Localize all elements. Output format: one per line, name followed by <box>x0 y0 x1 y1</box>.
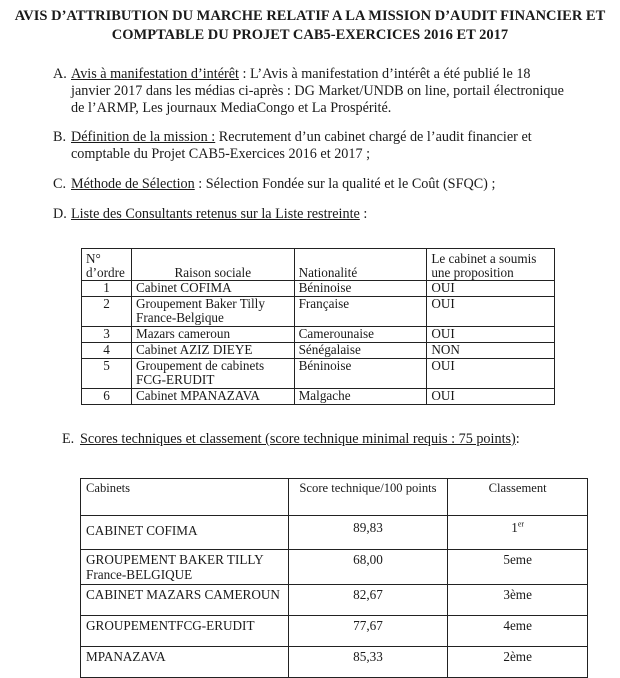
table-row <box>82 343 555 359</box>
section-c-heading: Méthode de Sélection <box>71 176 195 192</box>
section-a <box>53 66 573 117</box>
section-c <box>53 176 573 193</box>
row-submitted: OUI <box>427 327 555 343</box>
table-row <box>82 359 555 389</box>
row-num: 5 <box>82 359 132 389</box>
section-e-letter: E. <box>62 431 75 447</box>
section-b-heading: Définition de la mission : <box>71 129 216 145</box>
section-d-letter: D. <box>53 206 67 222</box>
row-rank <box>448 516 588 550</box>
section-d <box>53 206 573 223</box>
section-a-letter: A. <box>53 66 67 82</box>
row-nationality: Malgache <box>294 389 427 405</box>
table-row <box>82 327 555 343</box>
col-header-name: Raison sociale <box>131 249 294 281</box>
table-row <box>82 297 555 327</box>
row-rank: 3ème <box>448 585 588 616</box>
col-header-rank: Classement <box>448 479 588 516</box>
col-header-submitted: Le cabinet a soumis une proposition <box>427 249 555 281</box>
row-name: Mazars cameroun <box>131 327 294 343</box>
document-title <box>0 7 620 45</box>
table-row <box>81 585 588 616</box>
rank-suffix: er <box>517 519 525 529</box>
col-header-cabinet: Cabinets <box>81 479 289 516</box>
row-score: 85,33 <box>288 647 448 678</box>
row-score: 82,67 <box>288 585 448 616</box>
section-e-sep: : <box>515 431 520 447</box>
section-c-text: Sélection Fondée sur la qualité et le Coût (SFQC) ; <box>205 176 496 192</box>
table-row <box>81 516 588 550</box>
row-rank: 2ème <box>448 647 588 678</box>
row-submitted: OUI <box>427 389 555 405</box>
consultants-table <box>81 248 555 405</box>
table-row <box>82 281 555 297</box>
section-a-heading: Avis à manifestation d’intérêt <box>71 66 239 82</box>
row-score: 77,67 <box>288 616 448 647</box>
row-cabinet: CABINET COFIMA <box>81 516 289 550</box>
row-name: Groupement de cabinets FCG-ERUDIT <box>131 359 294 389</box>
section-a-text: L’Avis à manifestation d’intérêt a été publié le 18 janvier 2017 dans les médias ci-après : DG Market/UNDB on line, portail électronique de l’ARMP, Les journaux MediaCongo et La Prospérité. <box>71 66 564 116</box>
row-num: 6 <box>82 389 132 405</box>
section-c-sep: : <box>194 176 206 192</box>
section-b-text: Recrutement d’un cabinet chargé de l’audit financier et comptable du Projet CAB5-Exercices 2016 et 2017 ; <box>71 129 532 162</box>
row-name: Groupement Baker Tilly France-Belgique <box>131 297 294 327</box>
table-row <box>81 550 588 585</box>
table-row <box>82 389 555 405</box>
section-a-sep: : <box>238 66 251 82</box>
row-num: 1 <box>82 281 132 297</box>
row-submitted: OUI <box>427 281 555 297</box>
row-submitted: OUI <box>427 359 555 389</box>
col-header-nationality: Nationalité <box>294 249 427 281</box>
col-header-score: Score technique/100 points <box>288 479 448 516</box>
row-num: 4 <box>82 343 132 359</box>
title-line-1: AVIS D’ATTRIBUTION DU MARCHE RELATIF A LA MISSION D’AUDIT FINANCIER ET <box>14 8 606 24</box>
row-name: Cabinet AZIZ DIEYE <box>131 343 294 359</box>
row-nationality: Béninoise <box>294 359 427 389</box>
row-name: Cabinet COFIMA <box>131 281 294 297</box>
section-b <box>53 129 573 163</box>
row-nationality: Française <box>294 297 427 327</box>
row-nationality: Béninoise <box>294 281 427 297</box>
section-e <box>62 431 602 448</box>
row-cabinet: MPANAZAVA <box>81 647 289 678</box>
title-line-2: COMPTABLE DU PROJET CAB5-EXERCICES 2016 ET 2017 <box>111 27 509 43</box>
col-header-num: N° d’ordre <box>82 249 132 281</box>
row-rank: 5eme <box>448 550 588 585</box>
table-row <box>81 647 588 678</box>
row-score: 89,83 <box>288 516 448 550</box>
row-cabinet: GROUPEMENTFCG-ERUDIT <box>81 616 289 647</box>
row-name: Cabinet MPANAZAVA <box>131 389 294 405</box>
row-submitted: OUI <box>427 297 555 327</box>
section-e-heading: Scores techniques et classement (score technique minimal requis : 75 points) <box>80 431 516 447</box>
rank-value: 1 <box>511 520 518 535</box>
table-row <box>81 616 588 647</box>
row-cabinet: GROUPEMENT BAKER TILLY France-BELGIQUE <box>81 550 289 585</box>
section-c-letter: C. <box>53 176 67 192</box>
row-num: 2 <box>82 297 132 327</box>
row-num: 3 <box>82 327 132 343</box>
row-nationality: Sénégalaise <box>294 343 427 359</box>
row-nationality: Camerounaise <box>294 327 427 343</box>
section-b-letter: B. <box>53 129 67 145</box>
row-score: 68,00 <box>288 550 448 585</box>
scores-table <box>80 478 588 678</box>
section-d-heading: Liste des Consultants retenus sur la Liste restreinte <box>71 206 360 222</box>
section-d-sep: : <box>359 206 368 222</box>
row-submitted: NON <box>427 343 555 359</box>
row-rank: 4eme <box>448 616 588 647</box>
row-cabinet: CABINET MAZARS CAMEROUN <box>81 585 289 616</box>
